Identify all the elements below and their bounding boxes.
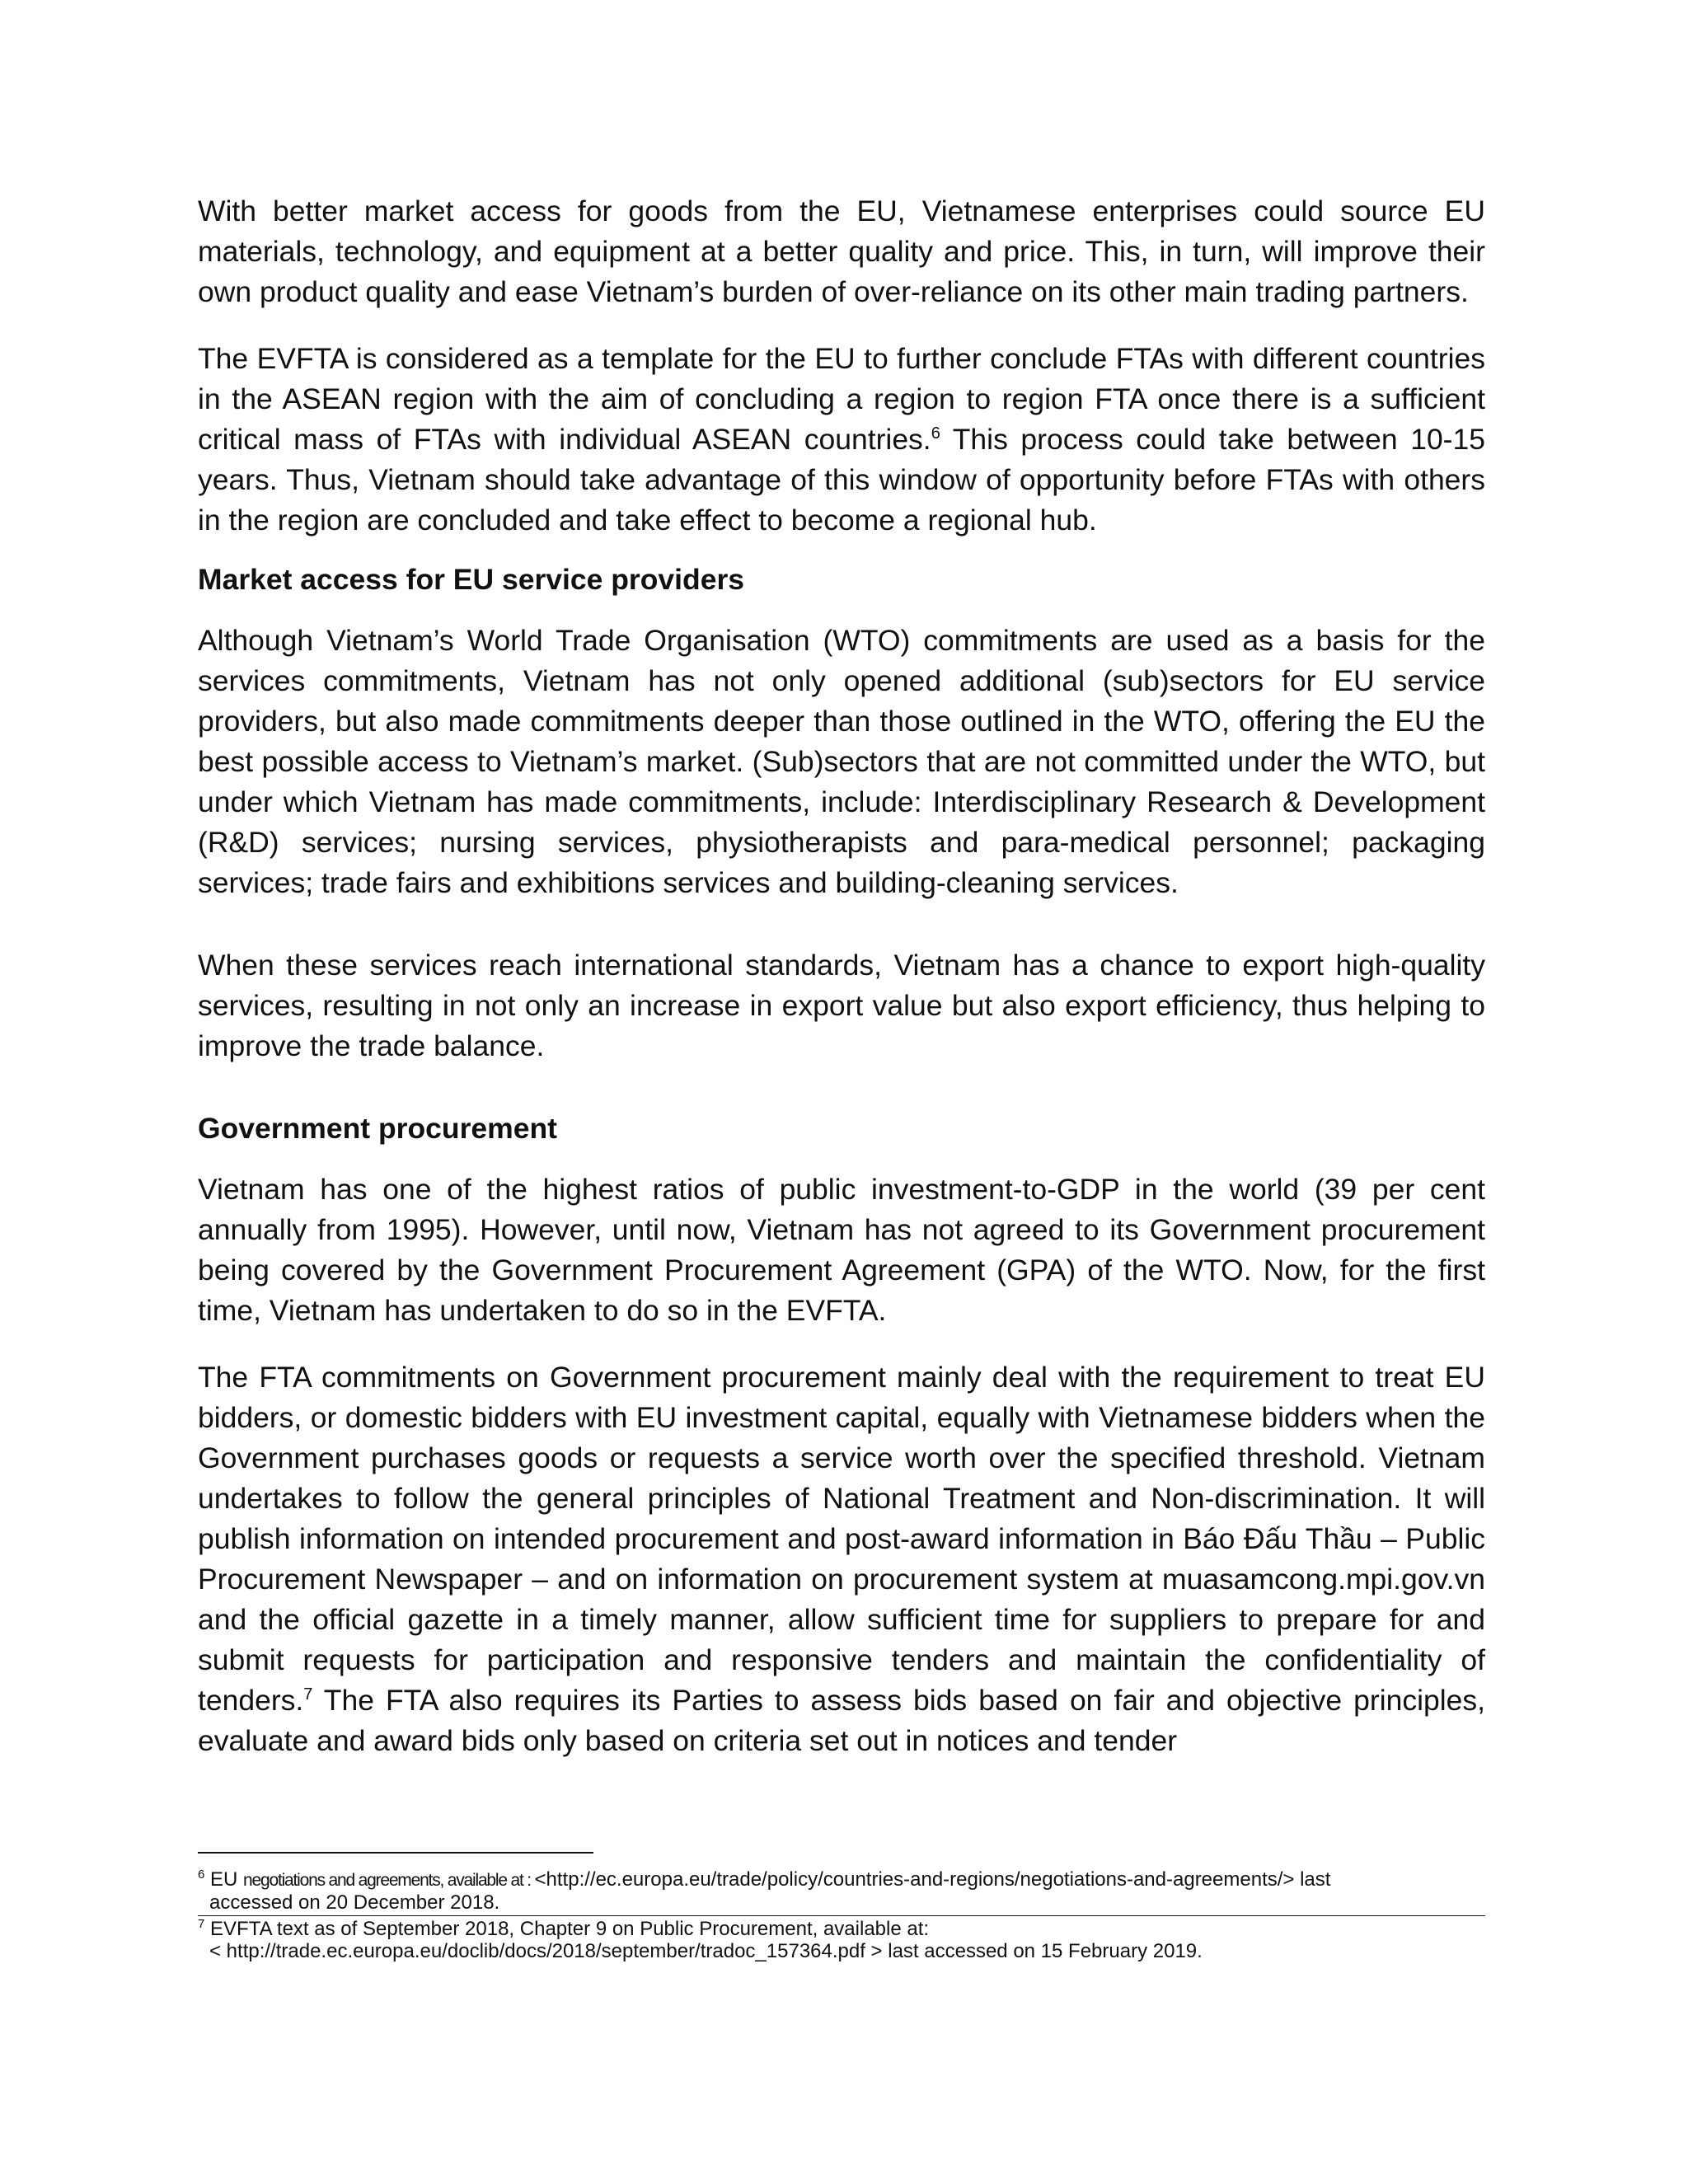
paragraph-international-standards: When these services reach international standards, Vietnam has a chance to export high-quality services, resulting in not only an increase in export value but also export efficiency, thus helping to improve the trade balance. [198, 949, 1485, 1062]
paragraph-market-access-goods: With better market access for goods from the EU, Vietnamese enterprises could source EU materials, technology, and equipment at a better quality and price. This, in turn, will improve their own product quality and ease Vietnam’s burden of over-reliance on its other main trading partners. [198, 194, 1485, 308]
footnote-link[interactable]: < http://trade.ec.europa.eu/doclib/docs/2018/september/tradoc_157364.pdf > last accessed on 15 February 2019. [209, 1940, 1203, 1962]
footnote-text: EU [204, 1868, 244, 1891]
footnote-divider [198, 1852, 593, 1854]
footnote-ref-7: 7 [303, 1685, 313, 1704]
document-body [198, 191, 1485, 1761]
footnote-7 [198, 1918, 1485, 1962]
paragraph-procurement-commitments [198, 1357, 1485, 1761]
footnote-text: EVFTA text as of September 2018, Chapter 9 on Public Procurement, available at: [204, 1918, 930, 1940]
heading-service-providers: Market access for EU service providers [198, 563, 745, 596]
paragraph-evfta-template [198, 339, 1485, 541]
footnote-text-condensed: negotiations and agreements, available at : [243, 1871, 535, 1890]
paragraph-text: This process could take between 10-15 years. Thus, Vietnam should take advantage of this window of opportunity before FTAs with others in the region are concluded and take effect to become a regional hub. [198, 423, 1485, 537]
footnote-text: accessed on 20 December 2018. [209, 1891, 500, 1914]
footnotes-section [198, 1868, 1485, 1962]
paragraph-public-investment: Vietnam has one of the highest ratios of public investment-to-GDP in the world (39 per cent annually from 1995). However, until now, Vietnam has not agreed to its Government procurement being covered by the Government Procurement Agreement (GPA) of the WTO. Now, for the first time, Vietnam has undertaken to do so in the EVFTA. [198, 1173, 1485, 1327]
paragraph-text: The FTA also requires its Parties to assess bids based on fair and objective principles, evaluate and award bids only based on criteria set out in notices and tender [198, 1684, 1485, 1757]
paragraph-text: The FTA commitments on Government procurement mainly deal with the requirement to treat EU bidders, or domestic bidders with EU investment capital, equally with Vietnamese bidders when the Government purchases goods or requests a service worth over the specified threshold. Vietnam undertakes to follow the general principles of National Treatment and Non-discrimination. It will publish information on intended procurement and post-award information in Báo Đấu Thầu – Public Procurement Newspaper – and on information on procurement system at muasamcong.mpi.gov.vn and the official gazette in a timely manner, allow sufficient time for suppliers to prepare for and submit requests for participation and responsive tenders and maintain the confidentiality of tenders. [198, 1361, 1485, 1717]
footnote-separator [198, 1915, 1485, 1916]
paragraph-text: The EVFTA is considered as a template for the EU to further conclude FTAs with different countries in the ASEAN region with the aim of concluding a region to region FTA once there is a sufficient critical mass of FTAs with individual ASEAN countries. [198, 342, 1485, 456]
paragraph-services-commitments: Although Vietnam’s World Trade Organisation (WTO) commitments are used as a basis for the services commitments, Vietnam has not only opened additional (sub)sectors for EU service providers, but also made commitments deeper than those outlined in the WTO, offering the EU the best possible access to Vietnam’s market. (Sub)sectors that are not committed under the WTO, but under which Vietnam has made commitments, include: Interdisciplinary Research & Development (R&D) services; nursing services, physiotherapists and para-medical personnel; packaging services; trade fairs and exhibitions services and building-cleaning services. [198, 624, 1485, 899]
heading-government-procurement: Government procurement [198, 1112, 557, 1145]
footnote-number: 7 [198, 1917, 205, 1931]
footnote-ref-6: 6 [931, 424, 940, 443]
footnote-number: 6 [198, 1868, 205, 1882]
footnote-6 [198, 1868, 1485, 1914]
footnote-link[interactable]: <http://ec.europa.eu/trade/policy/countries-and-regions/negotiations-and-agreements/> last [534, 1868, 1331, 1891]
